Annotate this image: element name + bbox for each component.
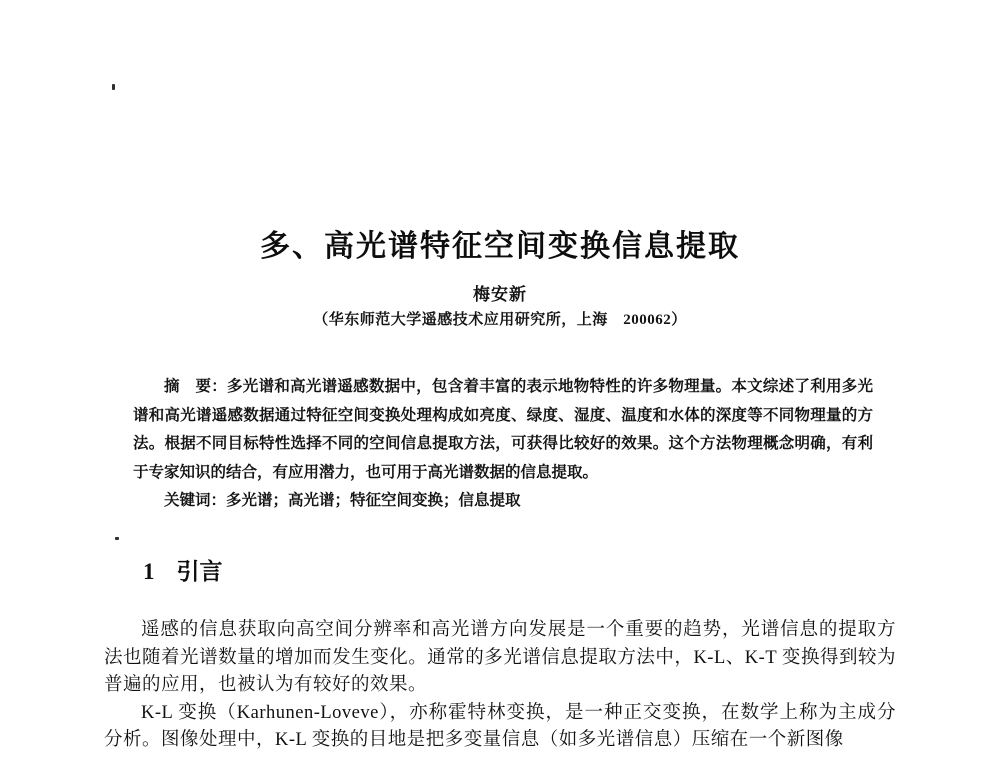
- keywords-text: 多光谱；高光谱；特征空间变换；信息提取: [226, 492, 521, 510]
- author-affiliation: （华东师范大学遥感技术应用研究所，上海 200062）: [313, 312, 687, 328]
- keywords-line: [133, 487, 873, 516]
- abstract-label: 摘 要：: [164, 378, 228, 395]
- paper-title: 多、高光谱特征空间变换信息提取: [260, 230, 740, 264]
- intro-paragraph-1: 遥感的信息获取向高空间分辨率和高光谱方向发展是一个重要的趋势，光谱信息的提取方法也随着光谱数量的增加而发生变化。通常的多光谱信息提取方法中，K-L、K-T 变换得到较为普遍的应用，也被认为有较好的效果。: [104, 620, 896, 696]
- intro-paragraph-2: K-L 变换（Karhunen-Loveve），亦称霍特林变换，是一种正交变换，在数学上称为主成分分析。图像处理中，K-L 变换的目地是把多变量信息（如多光谱信息）压缩在一个新图像: [104, 702, 896, 751]
- scan-ink-speck: [112, 84, 115, 90]
- section-1-title: 引言: [176, 558, 223, 584]
- abstract-section: [133, 373, 873, 516]
- keywords-label: 关键词：: [164, 492, 227, 510]
- scan-ink-speck: [115, 537, 119, 540]
- author-name: 梅安新: [473, 285, 527, 304]
- introduction-body: [104, 617, 896, 755]
- abstract-paragraph: [133, 373, 873, 487]
- section-1-heading: [143, 553, 223, 586]
- abstract-text: 多光谱和高光谱遥感数据中，包含着丰富的表示地物特性的许多物理量。本文综述了利用多光谱和高光谱遥感数据通过特征空间变换处理构成如亮度、绿度、湿度、温度和水体的深度等不同物理量的方法。根据不同目标特性选择不同的空间信息提取方法，可获得比较好的效果。这个方法物理概念明确，有利于专家知识的结合，有应用潜力，也可用于高光谱数据的信息提取。: [133, 378, 873, 481]
- section-1-number: 1: [143, 559, 155, 584]
